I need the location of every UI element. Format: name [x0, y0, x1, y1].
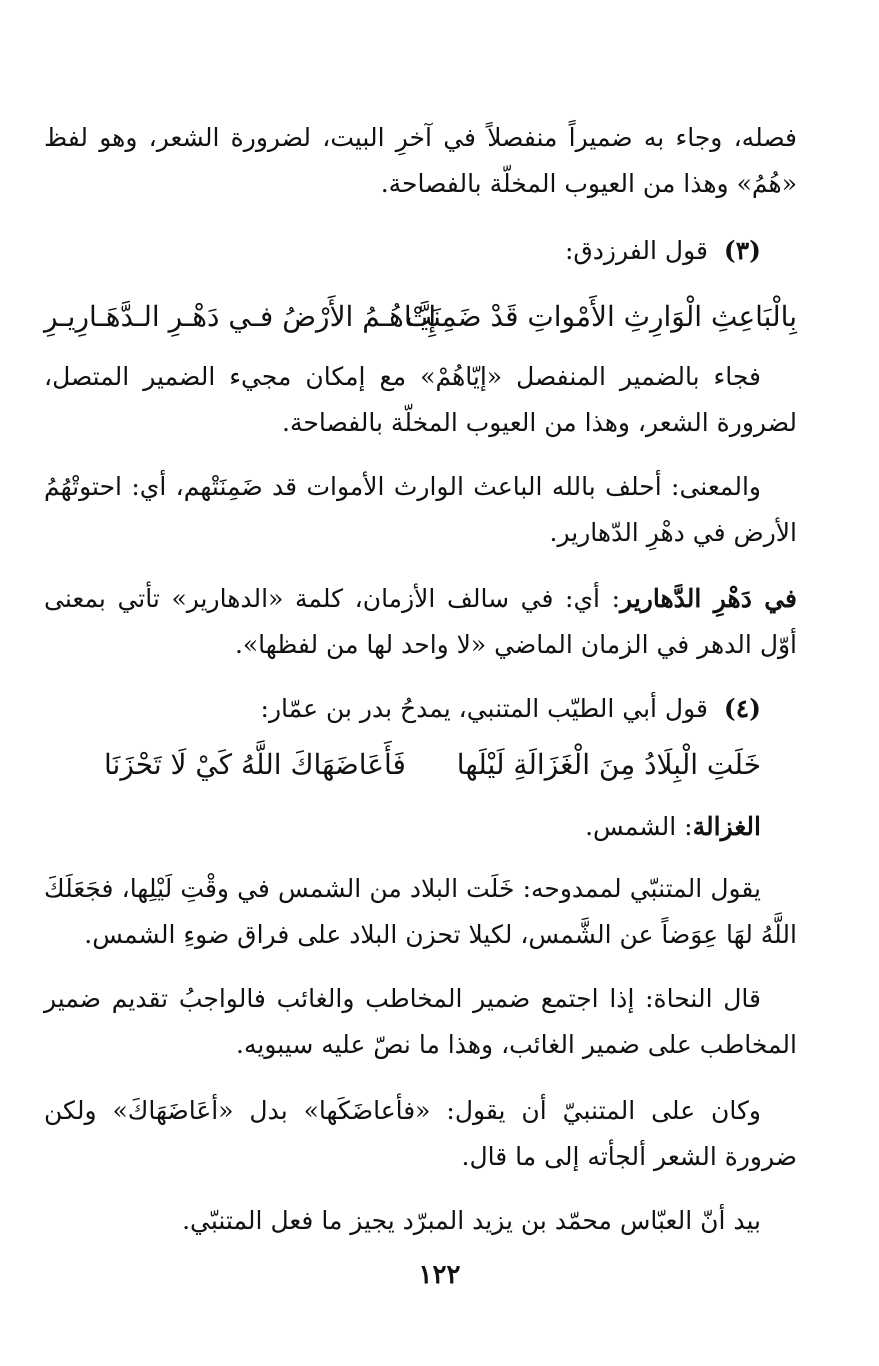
section-title-3: قول الفرزدق:: [564, 236, 708, 265]
paragraph-5: [44, 576, 797, 668]
verse-2-second-hemistich: فَأَعَاضَهَاكَ اللَّهُ كَيْ لَا تَحْزَنَا: [104, 748, 406, 781]
verse-1-first-hemistich: بِالْبَاعِثِ الْوَارِثِ الأَمْواتِ قَدْ ضَمِنَتْ: [405, 300, 797, 333]
paragraph-8: [44, 866, 797, 958]
verse-farazdaq: [44, 292, 797, 342]
paragraph-10-text: وكان على المتنبيّ أن يقول: «فأعاضَكَها» بدل «أعَاضَهَاكَ» ولكن ضرورة الشعر ألجأته إلى ما قال.: [44, 1096, 797, 1171]
section-title-4: قول أبي الطيّب المتنبي، يمدحُ بدر بن عمّار:: [260, 694, 708, 723]
section-number-3: (٣): [723, 236, 761, 265]
paragraph-4-text: والمعنى: أحلف بالله الباعث الوارث الأموات قد ضَمِنَتْهم، أي: احتوتْهُمُ الأرض في دهْرِ الدّهارير.: [44, 472, 797, 547]
verse-2-first-hemistich: خَلَتِ الْبِلَادُ مِنَ الْغَزَالَةِ لَيْلَها: [456, 748, 761, 781]
paragraph-3: [44, 354, 797, 446]
paragraph-7: [44, 804, 797, 850]
paragraph-9-text: قال النحاة: إذا اجتمع ضمير المخاطب والغائب فالواجبُ تقديم ضمير المخاطب على ضمير الغائب، وهذا ما نصّ عليه سيبويه.: [44, 984, 797, 1059]
term-ghazala-definition: : الشمس.: [585, 812, 693, 841]
paragraph-1-text: فصله، وجاء به ضميراً منفصلاً في آخرِ البيت، لضرورة الشعر، وهو لفظ «هُمُ» وهذا من العيوب المخلّة بالفصاحة.: [44, 123, 797, 198]
section-heading-4: [44, 686, 797, 732]
section-heading-3: [44, 228, 797, 274]
verse-1-second-hemistich: إِيَّـاهُـمُ الأَرْضُ فـي دَهْـرِ الـدَّهَـارِيـرِ: [44, 300, 437, 333]
paragraph-10: [44, 1088, 797, 1180]
page-number: ١٢٢: [418, 1260, 461, 1290]
paragraph-8-text: يقول المتنبّي لممدوحه: خَلَت البلاد من الشمس في وقْتِ لَيْلِها، فجَعَلَكَ اللَّهُ لهَا عِوَضاً عن الشَّمس، لكيلا تحزن البلاد على فراق ضوءِ الشمس.: [44, 874, 797, 949]
term-dahr-definition: : أي: في سالف الأزمان، كلمة «الدهارير» تأتي بمعنى أوّل الدهر في الزمان الماضي «لا واحد لها من لفظها».: [44, 584, 797, 659]
paragraph-11: [44, 1198, 797, 1244]
section-number-4: (٤): [723, 694, 761, 723]
term-dahr: في دَهْرِ الدَّهارير: [620, 584, 797, 613]
paragraph-9: [44, 976, 797, 1068]
paragraph-11-text: بيد أنّ العبّاس محمّد بن يزيد المبرّد يجيز ما فعل المتنبّي.: [182, 1206, 761, 1235]
paragraph-4: [44, 464, 797, 556]
paragraph-1: [44, 115, 797, 207]
verse-mutanabbi: [44, 740, 797, 790]
paragraph-3-text: فجاء بالضمير المنفصل «إيّاهُمْ» مع إمكان مجيء الضمير المتصل، لضرورة الشعر، وهذا من العيوب المخلّة بالفصاحة.: [44, 362, 797, 437]
term-ghazala: الغزالة: [692, 812, 761, 841]
